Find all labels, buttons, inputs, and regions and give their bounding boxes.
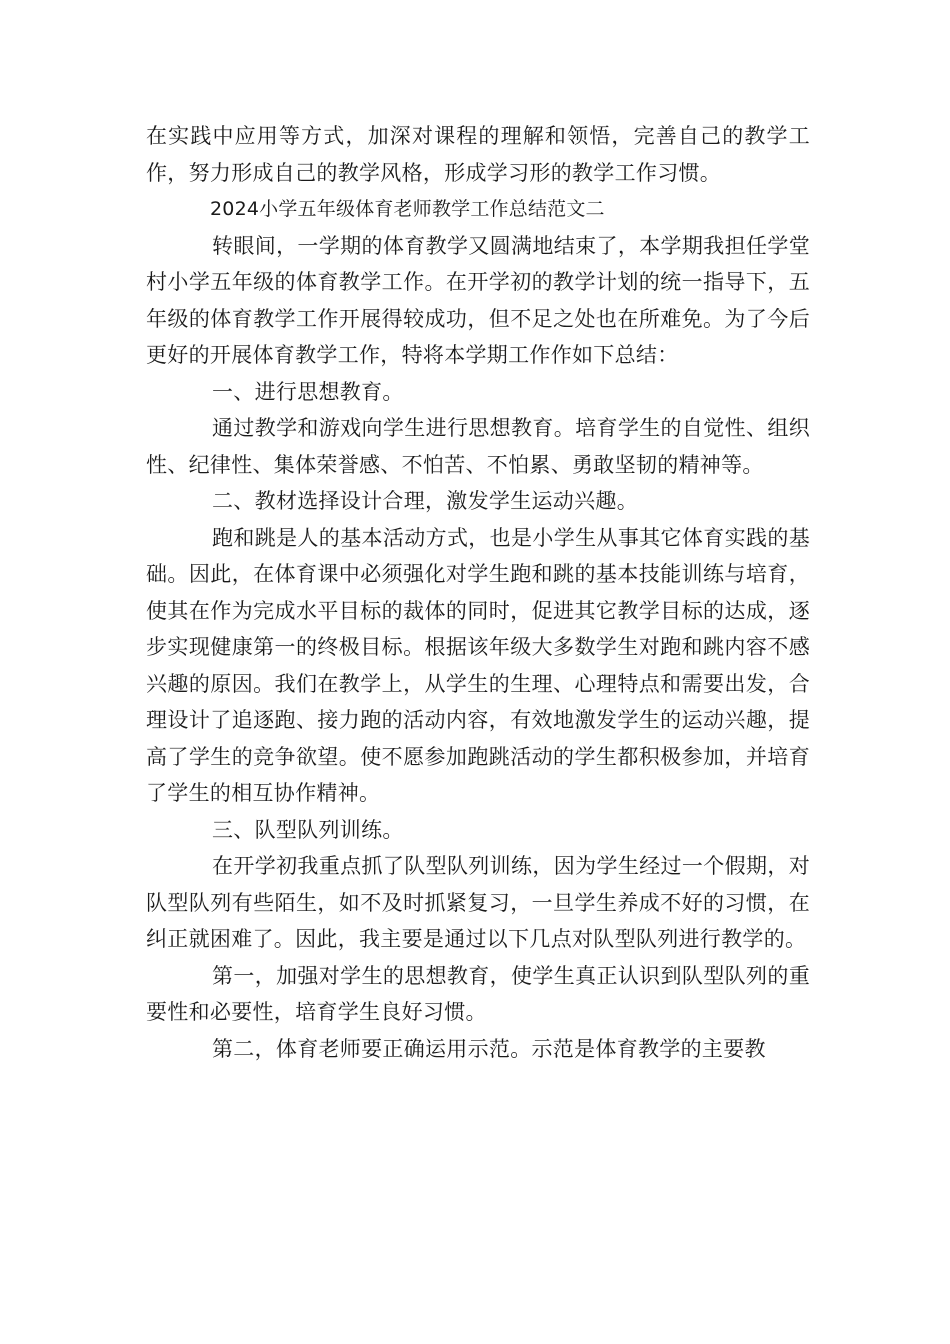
intro-paragraph: 转眼间，一学期的体育教学又圆满地结束了，本学期我担任学堂村小学五年级的体育教学工作。在开学初的教学计划的统一指导下，五年级的体育教学工作开展得较成功，但不足之处也在所难免。为了今后更好的开展体育教学工作，特将本学期工作作如下总结：: [146, 233, 810, 367]
paragraph-second-point: 第二，体育老师要正确运用示范。示范是体育教学的主要教: [212, 1036, 766, 1061]
paragraph-formation-training: 在开学初我重点抓了队型队列训练，因为学生经过一个假期，对队型队列有些陌生，如不及时抓紧复习，一旦学生养成不好的习惯，在纠正就困难了。因此，我主要是通过以下几点对队型队列进行教学的。: [146, 854, 810, 951]
paragraph-thought-education: 通过教学和游戏向学生进行思想教育。培育学生的自觉性、组织性、纪律性、集体荣誉感、不怕苦、不怕累、勇敢坚韧的精神等。: [146, 416, 810, 477]
paragraph-first-point: 第一，加强对学生的思想教育，使学生真正认识到队型队列的重要性和必要性，培育学生良好习惯。: [146, 963, 810, 1024]
heading-thought-education: 一、进行思想教育。: [212, 379, 404, 404]
paragraph-material-design: 跑和跳是人的基本活动方式，也是小学生从事其它体育实践的基础。因此，在体育课中必须强化对学生跑和跳的基本技能训练与培育，使其在作为完成水平目标的裁体的同时，促进其它教学目标的达成，逐步实现健康第一的终极目标。根据该年级大多数学生对跑和跳内容不感兴趣的原因。我们在教学上，从学生的生理、心理特点和需要出发，合理设计了追逐跑、接力跑的活动内容，有效地激发学生的运动兴趣，提高了学生的竞争欲望。使不愿参加跑跳活动的学生都积极参加，并培育了学生的相互协作精神。: [146, 525, 810, 805]
heading-material-design: 二、教材选择设计合理，激发学生运动兴趣。: [212, 489, 638, 513]
continuation-paragraph: 在实践中应用等方式，加深对课程的理解和领悟，完善自己的教学工作，努力形成自己的教学风格，形成学习形的教学工作习惯。: [146, 124, 810, 185]
document-body: [146, 118, 810, 1067]
section-title: 2024小学五年级体育老师教学工作总结范文二: [210, 198, 605, 220]
heading-formation-training: 三、队型队列训练。: [212, 817, 404, 842]
